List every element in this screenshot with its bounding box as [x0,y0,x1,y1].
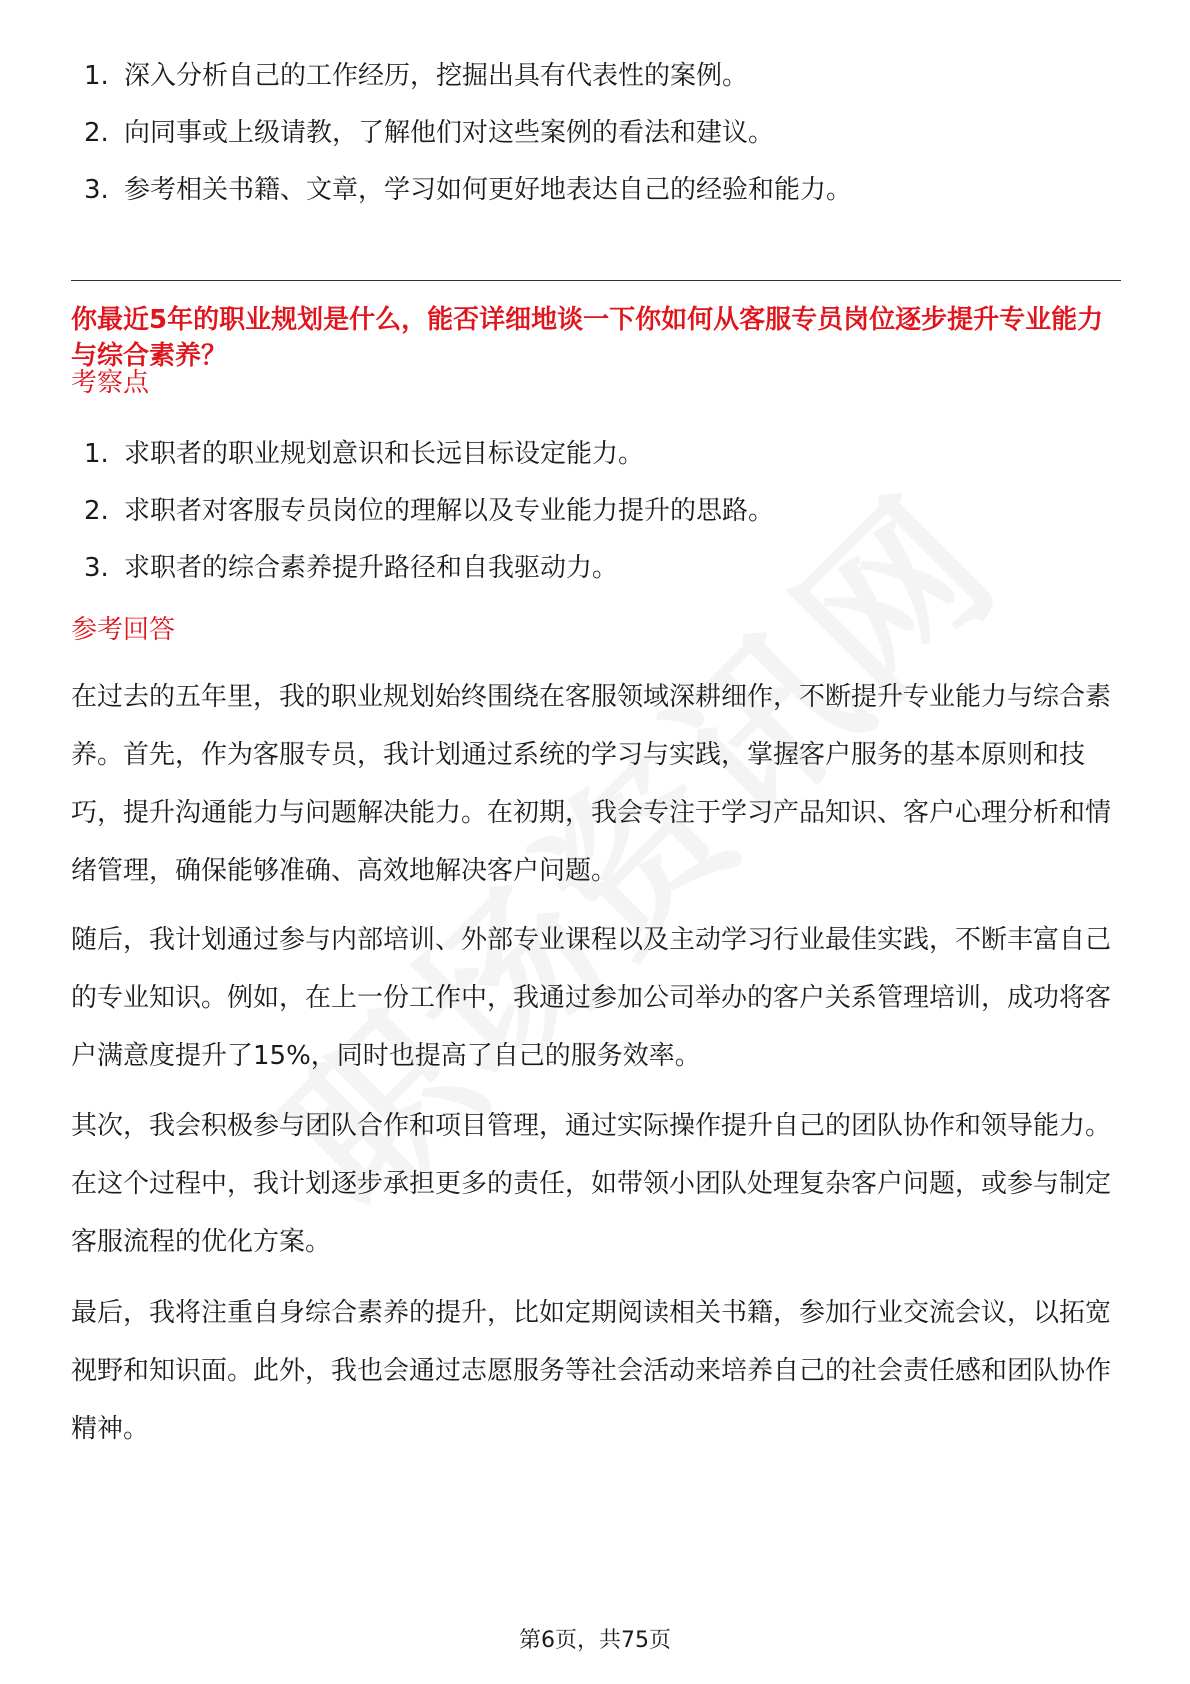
list-text: 求职者的综合素养提升路径和自我驱动力。 [124,553,619,583]
list-item [84,540,774,597]
answer-paragraph: 随后，我计划通过参与内部培训、外部专业课程以及主动学习行业最佳实践，不断丰富自己的专业知识。例如，在上一份工作中，我通过参加公司举办的客户关系管理培训，成功将客户满意度提升了15%，同时也提高了自己的服务效率。 [71,925,1112,1071]
focus-list [84,426,774,597]
list-text: 向同事或上级请教，了解他们对这些案例的看法和建议。 [124,118,775,148]
list-item [84,483,774,540]
answer-heading: 参考回答 [71,615,176,645]
list-text: 深入分析自己的工作经历，挖掘出具有代表性的案例。 [124,61,749,91]
list-number: 3. [84,175,109,205]
focus-heading: 考察点 [71,368,150,398]
list-number: 2. [84,496,109,526]
list-text: 求职者的职业规划意识和长远目标设定能力。 [124,439,645,469]
list-number: 2. [84,118,109,148]
list-number: 1. [84,439,109,469]
answer-paragraph: 最后，我将注重自身综合素养的提升，比如定期阅读相关书籍，参加行业交流会议，以拓宽视野和知识面。此外，我也会通过志愿服务等社会活动来培养自己的社会责任感和团队协作精神。 [71,1298,1112,1444]
answer-paragraph: 在过去的五年里，我的职业规划始终围绕在客服领域深耕细作，不断提升专业能力与综合素养。首先，作为客服专员，我计划通过系统的学习与实践，掌握客户服务的基本原则和技巧，提升沟通能力与问题解决能力。在初期，我会专注于学习产品知识、客户心理分析和情绪管理，确保能够准确、高效地解决客户问题。 [71,682,1112,886]
list-text: 参考相关书籍、文章，学习如何更好地表达自己的经验和能力。 [124,175,853,205]
list-item [84,48,852,105]
list-number: 3. [84,553,109,583]
list-item [84,105,852,162]
page-number: 第6页，共75页 [519,1628,671,1653]
list-item [84,426,774,483]
answer-paragraph: 其次，我会积极参与团队合作和项目管理，通过实际操作提升自己的团队协作和领导能力。在这个过程中，我计划逐步承担更多的责任，如带领小团队处理复杂客户问题，或参与制定客服流程的优化方案。 [71,1111,1112,1257]
section-divider [71,280,1121,281]
list-number: 1. [84,61,109,91]
list-item [84,162,852,219]
top-list [84,48,852,219]
list-text: 求职者对客服专员岗位的理解以及专业能力提升的思路。 [124,496,775,526]
question-heading: 你最近5年的职业规划是什么，能否详细地谈一下你如何从客服专员岗位逐步提升专业能力与综合素养？ [71,305,1104,371]
